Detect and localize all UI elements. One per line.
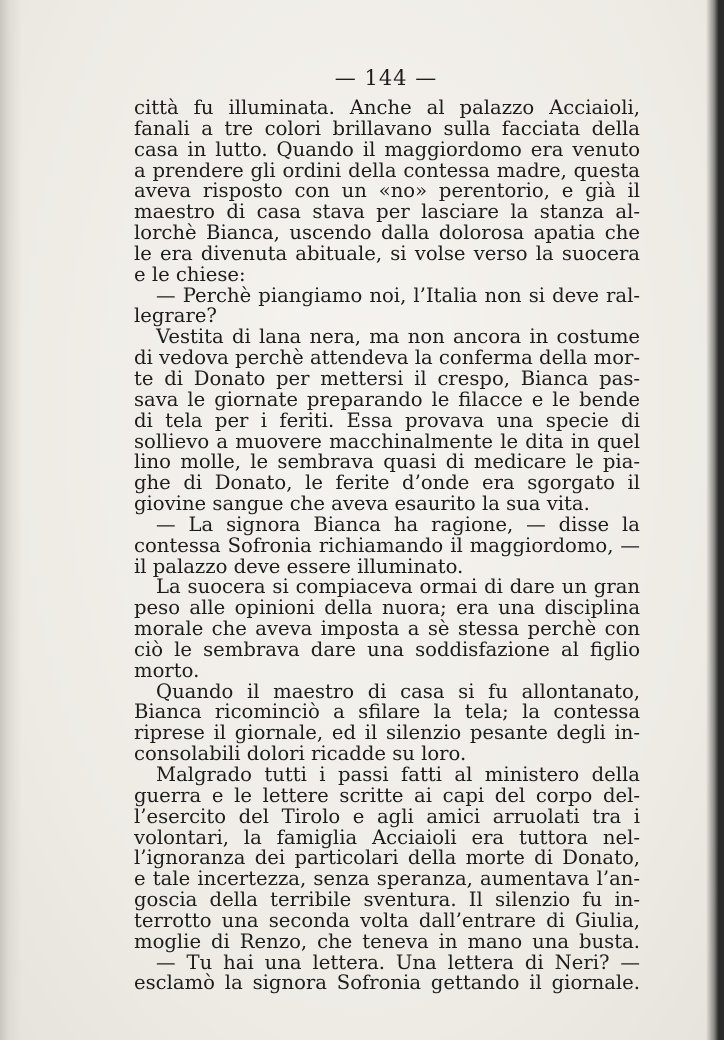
text-line: guerra e le lettere scritte ai capi del corpo del- — [134, 783, 640, 807]
page-left-edge-shadow — [0, 0, 22, 1040]
text-line: legrare? — [134, 304, 217, 328]
text-line: e tale incertezza, senza speranza, aumentava l’an- — [134, 867, 640, 891]
text-line: Malgrado tutti i passi fatti al ministero della — [156, 763, 640, 786]
text-line: volontari, la famiglia Acciaioli era tuttora nel- — [134, 825, 640, 849]
text-line: moglie di Renzo, che teneva in mano una busta. — [134, 929, 640, 953]
text-line: lino molle, le sembrava quasi di medicare le pia- — [134, 450, 640, 474]
text-line: il palazzo deve essere illuminato. — [134, 554, 464, 578]
text-line: peso alle opinioni della nuora; era una disciplina — [134, 596, 640, 620]
text-line: riprese il giornale, ed il silenzio pesante degli in- — [134, 721, 640, 745]
text-line: di tela per i feriti. Essa provava una specie di — [134, 408, 640, 432]
page-right-edge-shadow — [706, 0, 724, 1040]
text-line: morto. — [134, 658, 200, 682]
text-line: a prendere gli ordini della contessa madre, questa — [134, 158, 640, 182]
text-line: esclamò la signora Sofronia gettando il giornale. — [134, 971, 640, 995]
text-line: ghe di Donato, le ferite d’onde era sgorgato il — [134, 471, 640, 495]
text-line: fanali a tre colori brillavano sulla facciata della — [134, 116, 640, 140]
text-line: città fu illuminata. Anche al palazzo Acciaioli, — [134, 96, 640, 119]
page-number: — 144 — — [334, 66, 438, 90]
text-line: terrotto una seconda volta dall’entrare di Giulia, — [134, 908, 640, 932]
text-line: La suocera si compiaceva ormai di dare un gran — [156, 575, 640, 599]
body-text — [134, 98, 640, 994]
text-line: — Perchè piangiamo noi, l’Italia non si deve ral- — [156, 283, 640, 307]
text-line: casa in lutto. Quando il maggiordomo era venuto — [134, 137, 640, 161]
text-line: te di Donato per mettersi il crespo, Bianca pas- — [134, 366, 640, 390]
text-line: lorchè Bianca, uscendo dalla dolorosa apatia che — [134, 221, 640, 245]
text-line: ciò le sembrava dare una soddisfazione al figlio — [134, 637, 640, 661]
text-line: l’esercito del Tirolo e agli amici arruolati tra i — [134, 804, 640, 828]
text-line: contessa Sofronia richiamando il maggiordomo, — — [134, 533, 640, 557]
text-line: e le chiese: — [134, 262, 246, 286]
text-line: Bianca ricominciò a sfilare la tela; la contessa — [134, 700, 640, 724]
text-line: sollievo a muovere macchinalmente le dita in quel — [134, 429, 640, 453]
text-line: goscia della terribile sventura. Il silenzio fu in- — [134, 888, 640, 912]
text-line: Quando il maestro di casa si fu allontanato, — [156, 679, 640, 703]
text-line: l’ignoranza dei particolari della morte di Donato, — [134, 846, 640, 870]
text-line: consolabili dolori ricadde su loro. — [134, 742, 467, 766]
text-line: Vestita di lana nera, ma non ancora in costume — [156, 325, 640, 349]
text-line: — Tu hai una lettera. Una lettera di Neri? — — [156, 950, 640, 974]
text-line: morale che aveva imposta a sè stessa perchè con — [134, 617, 640, 641]
text-line: giovine sangue che aveva esaurito la sua vita. — [134, 492, 590, 516]
text-line: — La signora Bianca ha ragione, — disse la — [156, 512, 640, 536]
text-line: le era divenuta abituale, si volse verso la suocera — [134, 241, 640, 265]
text-line: aveva risposto con un «no» perentorio, e già il — [134, 179, 640, 203]
text-line: di vedova perchè attendeva la conferma della mor- — [134, 346, 640, 370]
text-line: sava le giornate preparando le filacce e le bende — [134, 387, 640, 411]
text-line: maestro di casa stava per lasciare la stanza al- — [134, 200, 640, 224]
